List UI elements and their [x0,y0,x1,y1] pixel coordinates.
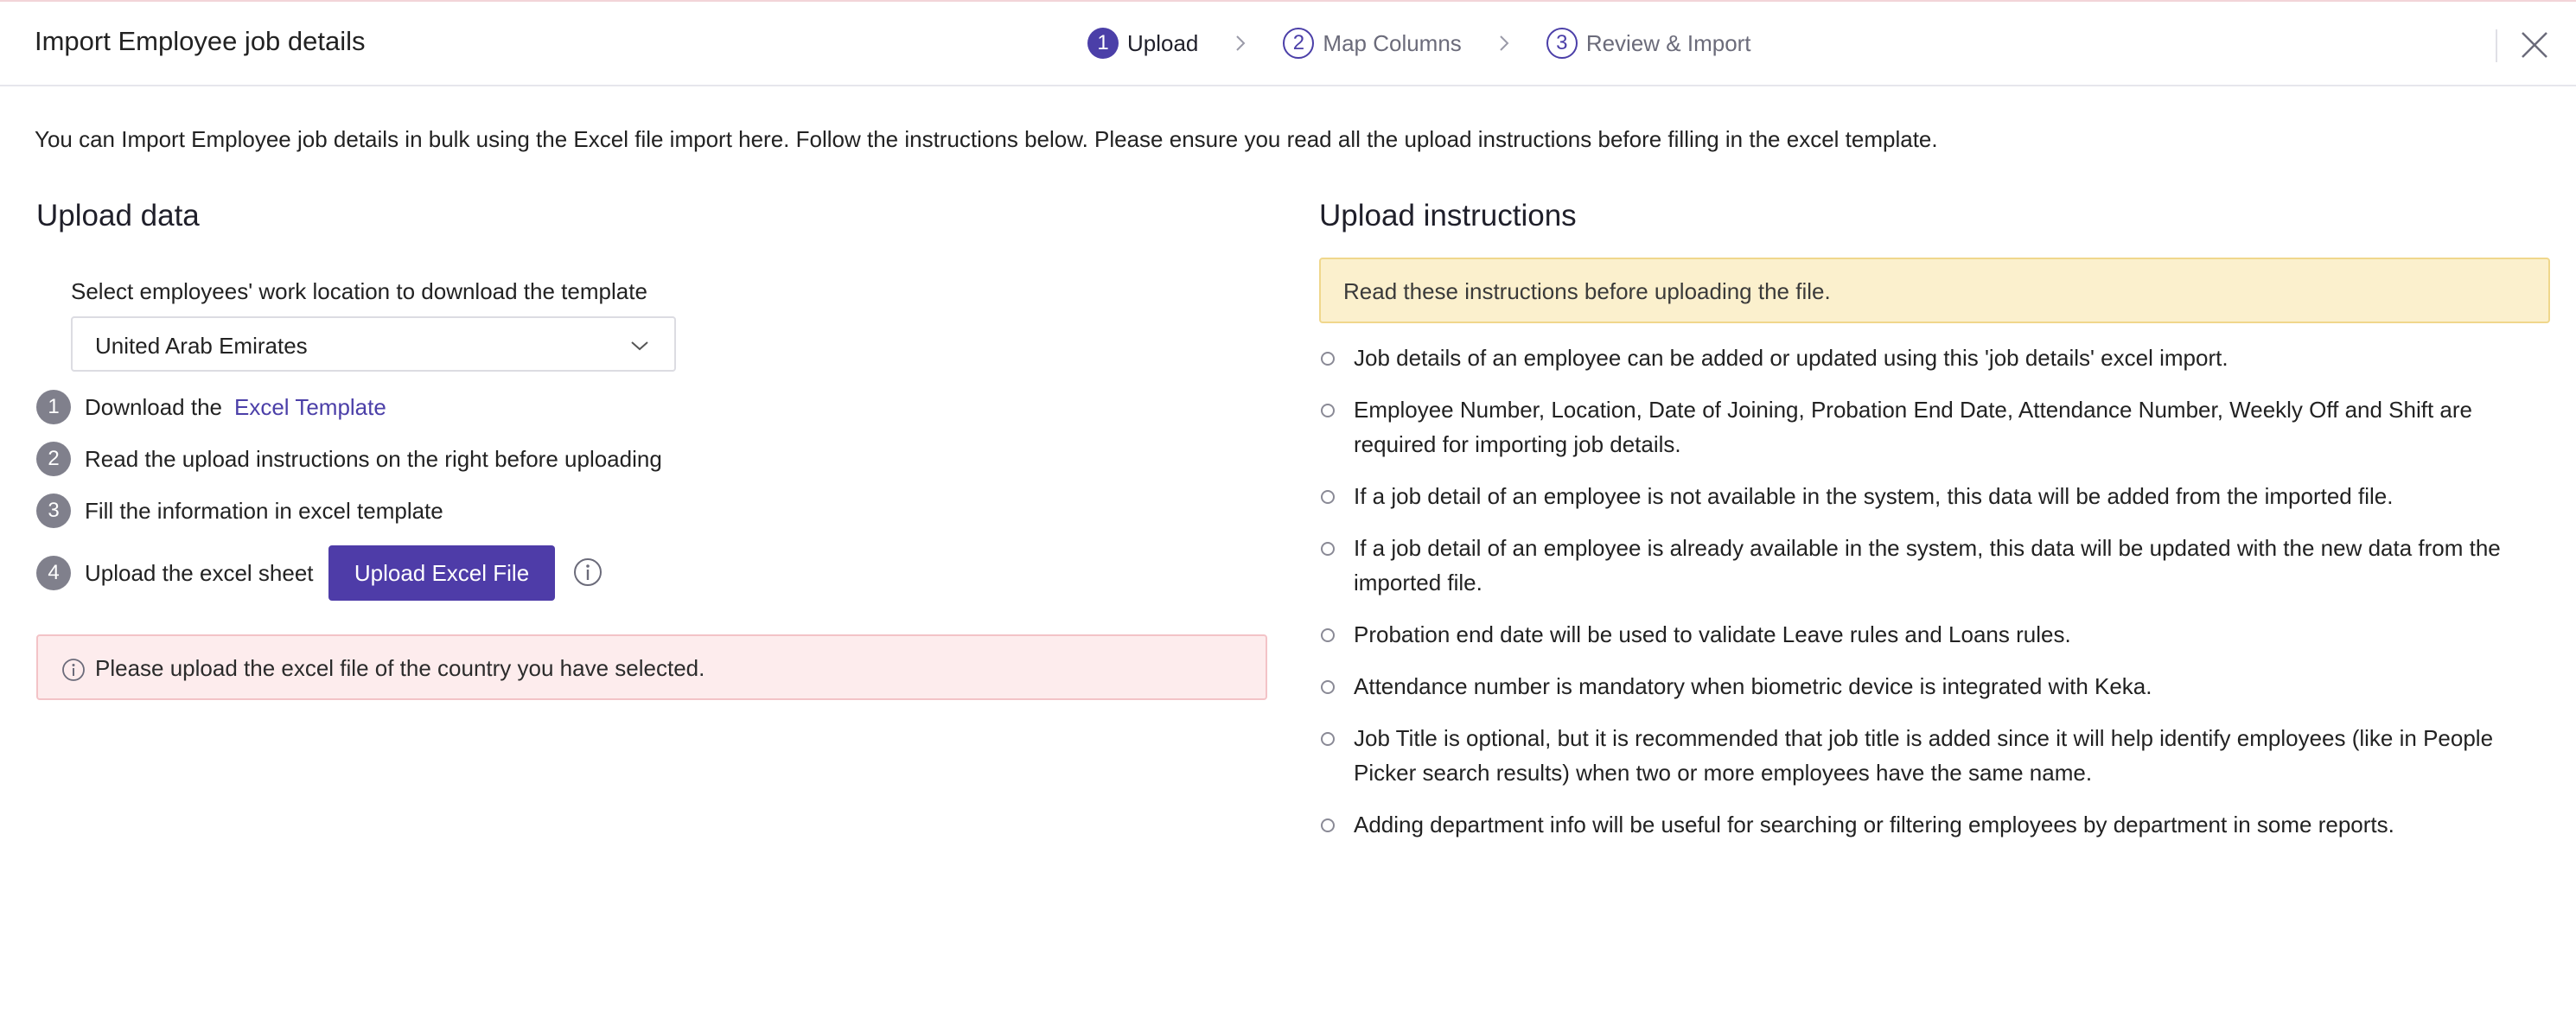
chevron-right-icon [1234,34,1247,53]
dialog-title: Import Employee job details [35,26,366,56]
location-select[interactable] [71,316,676,372]
step-upload[interactable] [1087,28,1198,59]
bullet-icon [1321,542,1335,556]
chevron-down-icon [629,335,650,356]
instruction-text: If a job detail of an employee is not available in the system, this data will be added from the imported file. [1354,483,2394,509]
excel-template-link[interactable]: Excel Template [234,393,386,420]
upload-step-1 [36,390,386,424]
instruction-text: Job details of an employee can be added or updated using this 'job details' excel import. [1354,345,2228,371]
step-label: Upload [1127,29,1199,56]
info-icon[interactable] [572,557,603,588]
chevron-right-icon [1498,34,1510,53]
location-label: Select employees' work location to download the template [71,278,647,304]
dialog-header [0,0,2576,86]
bullet-icon [1321,680,1335,694]
step-text: Download the [85,393,222,420]
notice-text: Read these instructions before uploading the file. [1343,278,1831,304]
step-label: Review & Import [1585,29,1751,56]
instruction-text: Attendance number is mandatory when biometric device is integrated with Keka. [1354,673,2152,699]
step-text: Fill the information in excel template [85,497,443,524]
bullet-icon [1321,732,1335,746]
step-label: Map Columns [1323,29,1462,56]
import-stepper [1087,28,1751,59]
step-map-columns[interactable] [1283,28,1461,59]
step-badge: 3 [36,494,71,528]
step-number: 3 [1546,28,1578,59]
bullet-icon [1321,352,1335,366]
bullet-icon [1321,404,1335,417]
error-message: Please upload the excel file of the country you have selected. [95,655,705,681]
list-item [1319,392,2547,462]
step-review-import[interactable] [1546,28,1751,59]
bullet-icon [1321,818,1335,832]
list-item [1319,807,2547,842]
step-number: 1 [1087,28,1119,59]
instructions-list [1319,341,2547,859]
info-icon [61,657,86,683]
upload-data-title: Upload data [36,199,200,232]
instruction-text: Employee Number, Location, Date of Joining, Probation End Date, Attendance Number, Weekly Off and Shift are required for importing job details. [1354,397,2473,457]
step-badge: 1 [36,390,71,424]
instruction-text: Probation end date will be used to validate Leave rules and Loans rules. [1354,621,2071,647]
intro-text: You can Import Employee job details in bulk using the Excel file import here. Follow the instructions below. Please ensure you read all the upload instructions before filling in the excel template. [35,126,1938,152]
list-item [1319,669,2547,704]
error-alert [36,634,1267,700]
instruction-text: Job Title is optional, but it is recommended that job title is added since it will help identify employees (like in People Picker search results) when two or more employees have the same name. [1354,725,2494,786]
list-item [1319,721,2547,790]
step-text: Upload the excel sheet [85,559,314,586]
upload-instructions-title: Upload instructions [1319,199,1577,232]
step-badge: 2 [36,442,71,476]
step-badge: 4 [36,556,71,590]
instruction-text: If a job detail of an employee is already available in the system, this data will be updated with the new data from the imported file. [1354,535,2501,595]
upload-step-4 [36,556,314,590]
header-divider [2496,29,2497,62]
upload-step-3 [36,494,443,528]
list-item [1319,479,2547,513]
list-item [1319,531,2547,600]
instructions-notice [1319,258,2550,323]
step-number: 2 [1283,28,1314,59]
step-text: Read the upload instructions on the right before uploading [85,445,662,472]
close-icon[interactable] [2519,29,2550,61]
instruction-text: Adding department info will be useful for searching or filtering employees by department in some reports. [1354,812,2394,837]
bullet-icon [1321,490,1335,504]
bullet-icon [1321,628,1335,642]
upload-step-2 [36,442,662,476]
location-select-value: United Arab Emirates [95,333,308,359]
list-item [1319,341,2547,375]
list-item [1319,617,2547,652]
upload-excel-button[interactable]: Upload Excel File [328,545,555,601]
